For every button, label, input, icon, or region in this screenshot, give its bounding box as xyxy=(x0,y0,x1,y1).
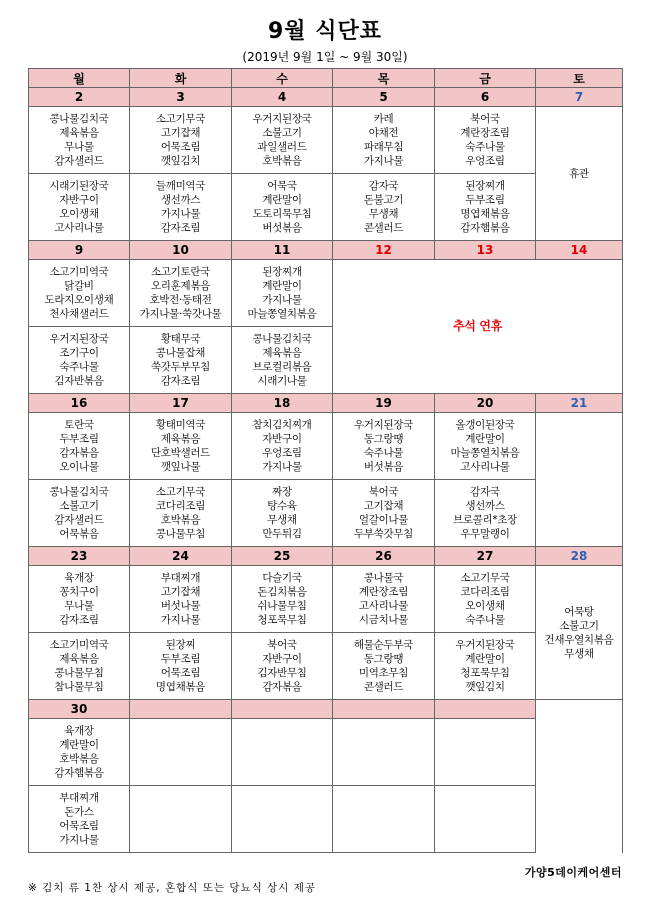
date-cell: 11 xyxy=(232,241,333,260)
date-cell: 25 xyxy=(232,547,333,566)
menu-item: 동그랑땡 xyxy=(363,433,404,445)
menu-item: 감자조림 xyxy=(59,614,99,626)
menu-item: 생선까스 xyxy=(160,194,201,206)
menu-item: 콘샐러드 xyxy=(363,681,404,693)
menu-cell xyxy=(435,566,536,633)
menu-item: 꽁치구이 xyxy=(59,586,99,598)
menu-item: 콩나물무침 xyxy=(54,667,104,679)
date-cell: 16 xyxy=(29,394,130,413)
menu-item: 만두튀김 xyxy=(262,528,302,540)
menu-item: 콩나물김치국 xyxy=(49,113,109,125)
menu-item: 오이생채 xyxy=(59,208,99,220)
menu-item: 미역초무침 xyxy=(358,667,409,679)
menu-item: 건새우열치볶음 xyxy=(544,633,614,646)
menu-item: 두부조림 xyxy=(160,653,201,665)
empty-cell xyxy=(435,719,536,786)
menu-item: 콩나물무침 xyxy=(155,528,206,540)
menu-item: 탕수육 xyxy=(267,500,297,512)
menu-item: 어묵국 xyxy=(267,180,297,192)
menu-item: 소고기토란국 xyxy=(150,266,211,278)
menu-item: 호박볶음 xyxy=(160,514,201,526)
menu-cell xyxy=(333,480,435,547)
menu-item: 짜장 xyxy=(272,486,292,498)
menu-cell xyxy=(130,480,232,547)
menu-item: 어묵조림 xyxy=(160,141,201,153)
dinner-row xyxy=(29,786,623,853)
menu-item: 자반구이 xyxy=(59,194,99,206)
menu-item: 도토리묵무침 xyxy=(252,208,312,220)
empty-cell xyxy=(232,786,333,853)
menu-item: 깻잎나물 xyxy=(160,461,201,473)
saturday-cell xyxy=(536,413,623,547)
menu-item: 단호박샐러드 xyxy=(150,447,211,459)
menu-cell xyxy=(435,633,536,700)
menu-item: 고사리나물 xyxy=(358,600,409,612)
menu-item: 감자샐러드 xyxy=(54,514,104,526)
menu-item: 시래기나물 xyxy=(257,375,307,387)
menu-cell xyxy=(232,107,333,174)
menu-item: 깻잎김치 xyxy=(160,155,201,167)
menu-item: 감자샐러드 xyxy=(54,155,104,167)
menu-item: 숙주나물 xyxy=(465,141,505,153)
menu-item: 계란말이 xyxy=(465,653,505,665)
menu-item: 계란장조림 xyxy=(460,127,510,139)
menu-item: 들깨미역국 xyxy=(155,180,206,192)
page-title: 9월 식단표 xyxy=(268,19,382,44)
menu-item: 가지나물 xyxy=(160,208,201,220)
menu-cell xyxy=(232,413,333,480)
date-cell: 18 xyxy=(232,394,333,413)
menu-item: 제육볶음 xyxy=(59,653,99,665)
date-range: (2019년 9월 1일 ~ 9월 30일) xyxy=(242,50,408,64)
date-cell xyxy=(333,700,435,719)
menu-item: 야채전 xyxy=(368,127,399,139)
menu-item: 호박볶음 xyxy=(262,155,302,167)
menu-item: 무생채 xyxy=(368,208,399,220)
menu-item: 돈불고기 xyxy=(363,194,404,206)
menu-item: 소고기무국 xyxy=(155,486,206,498)
menu-item: 고사리나물 xyxy=(54,222,104,234)
menu-cell xyxy=(29,633,130,700)
menu-item: 과일샐러드 xyxy=(257,141,307,153)
dinner-row xyxy=(29,174,623,241)
empty-cell xyxy=(130,786,232,853)
date-row xyxy=(29,547,623,566)
menu-item: 청포묵무침 xyxy=(257,614,307,626)
date-cell: 10 xyxy=(130,241,232,260)
menu-cell xyxy=(29,413,130,480)
menu-cell xyxy=(333,413,435,480)
menu-item: 조기구이 xyxy=(59,347,99,359)
menu-item: 계란말이 xyxy=(262,194,302,206)
menu-cell xyxy=(29,566,130,633)
menu-cell xyxy=(333,633,435,700)
menu-item: 무생채 xyxy=(564,647,594,660)
menu-item: 어묵탕 xyxy=(564,605,594,618)
menu-cell xyxy=(130,633,232,700)
menu-item: 소고기미역국 xyxy=(49,266,109,278)
menu-cell xyxy=(333,566,435,633)
menu-item: 쑥갓두부무침 xyxy=(150,361,211,373)
lunch-row xyxy=(29,260,623,327)
menu-item: 소고기무국 xyxy=(155,113,206,125)
saturday-cell xyxy=(536,566,623,700)
menu-item: 된장찌개 xyxy=(262,266,302,278)
menu-item: 감자국 xyxy=(368,180,399,192)
date-cell: 23 xyxy=(29,547,130,566)
menu-item: 브로콜리*초장 xyxy=(452,514,517,526)
menu-item: 숙주나물 xyxy=(363,447,404,459)
menu-item: 가지나물 xyxy=(262,461,302,473)
menu-cell xyxy=(130,413,232,480)
menu-item: 생선까스 xyxy=(465,500,505,512)
menu-item: 깻잎김치 xyxy=(465,681,505,693)
weekday-wed: 수 xyxy=(232,69,333,88)
menu-item: 콘샐러드 xyxy=(363,222,404,234)
menu-item: 우거지된장국 xyxy=(353,419,414,431)
menu-item: 숙주나물 xyxy=(59,361,99,373)
menu-item: 두부조림 xyxy=(59,433,99,445)
weekday-tue: 화 xyxy=(130,69,232,88)
date-cell-holiday: 14 xyxy=(536,241,623,260)
menu-item: 버섯나물 xyxy=(160,600,201,612)
menu-item: 된장찌 xyxy=(165,639,196,651)
date-row xyxy=(29,700,623,719)
menu-item: 도라지오이생채 xyxy=(44,294,114,306)
menu-item: 돈가스 xyxy=(64,806,94,818)
date-cell: 26 xyxy=(333,547,435,566)
empty-cell xyxy=(435,786,536,853)
menu-item: 김자반무침 xyxy=(257,667,307,679)
date-cell-holiday: 12 xyxy=(333,241,435,260)
menu-item: 어묵조림 xyxy=(160,667,201,679)
menu-item: 소불고기 xyxy=(59,500,99,512)
menu-item: 고사리나물 xyxy=(460,461,510,473)
menu-item: 감자볶음 xyxy=(59,447,99,459)
menu-item: 올갱이된장국 xyxy=(455,419,515,431)
menu-item: 명엽채볶음 xyxy=(460,208,510,220)
menu-item: 토란국 xyxy=(64,419,94,431)
menu-item: 소불고기 xyxy=(262,127,302,139)
menu-item: 어묵조림 xyxy=(59,820,99,832)
menu-item: 제육볶음 xyxy=(262,347,302,359)
menu-item: 가지나물 xyxy=(160,614,201,626)
menu-item: 쉬나물무침 xyxy=(257,600,307,612)
menu-item: 다슬기국 xyxy=(262,572,302,584)
menu-item: 우거지된장국 xyxy=(49,333,109,345)
date-cell: 2 xyxy=(29,88,130,107)
menu-item: 콩나물김치국 xyxy=(49,486,109,498)
menu-item: 숙주나물 xyxy=(465,614,505,626)
dinner-row xyxy=(29,633,623,700)
date-cell: 17 xyxy=(130,394,232,413)
date-cell-saturday: 7 xyxy=(536,88,623,107)
menu-item: 우엉조림 xyxy=(262,447,302,459)
menu-item: 김자반볶음 xyxy=(54,375,104,387)
menu-item: 오이나물 xyxy=(59,461,99,473)
date-cell-holiday: 13 xyxy=(435,241,536,260)
menu-item: 버섯볶음 xyxy=(363,461,404,473)
menu-item: 카레 xyxy=(373,113,394,125)
date-cell: 30 xyxy=(29,700,130,719)
menu-cell xyxy=(29,260,130,327)
menu-cell xyxy=(29,480,130,547)
menu-item: 부대찌개 xyxy=(160,572,201,584)
menu-item: 호박볶음 xyxy=(59,753,99,765)
menu-item: 명엽채볶음 xyxy=(155,681,206,693)
date-cell xyxy=(232,700,333,719)
menu-cell xyxy=(29,719,130,786)
menu-item: 해물순두부국 xyxy=(353,639,414,651)
menu-item: 오리훈제볶음 xyxy=(150,280,211,292)
menu-item: 고기잡채 xyxy=(160,586,201,598)
menu-item: 감자국 xyxy=(470,486,500,498)
menu-cell xyxy=(29,174,130,241)
menu-item: 마늘쫑열치볶음 xyxy=(247,308,317,320)
menu-item: 오이생채 xyxy=(465,600,505,612)
dinner-row xyxy=(29,480,623,547)
date-cell: 24 xyxy=(130,547,232,566)
date-row xyxy=(29,394,623,413)
menu-item: 마늘쫑열치볶음 xyxy=(450,447,520,459)
menu-item: 계란말이 xyxy=(465,433,505,445)
saturday-cell xyxy=(536,700,623,853)
menu-cell xyxy=(232,174,333,241)
menu-item: 천사채샐러드 xyxy=(49,308,109,320)
menu-cell xyxy=(29,786,130,853)
menu-cell xyxy=(333,174,435,241)
date-cell: 4 xyxy=(232,88,333,107)
date-cell xyxy=(130,700,232,719)
menu-item: 콩나물국 xyxy=(363,572,404,584)
menu-item: 소고기미역국 xyxy=(49,639,109,651)
menu-item: 참치김치찌개 xyxy=(252,419,312,431)
menu-cell xyxy=(130,327,232,394)
weekday-thu: 목 xyxy=(333,69,435,88)
menu-item: 파래무침 xyxy=(363,141,404,153)
menu-item: 시금치나물 xyxy=(358,614,409,626)
menu-item: 감자햄볶음 xyxy=(460,222,510,234)
menu-item: 우거지된장국 xyxy=(455,639,515,651)
menu-item: 황태미역국 xyxy=(155,419,206,431)
menu-item: 브로컬리볶음 xyxy=(252,361,312,373)
menu-item: 버섯볶음 xyxy=(262,222,302,234)
menu-cell xyxy=(333,107,435,174)
menu-item: 자반구이 xyxy=(262,653,302,665)
menu-item: 우엉조림 xyxy=(465,155,505,167)
menu-item: 돈김치볶음 xyxy=(257,586,307,598)
menu-item: 육개장 xyxy=(64,572,94,584)
menu-item: 두부쑥갓무침 xyxy=(353,528,414,540)
empty-cell xyxy=(130,719,232,786)
menu-item: 코다리조림 xyxy=(155,500,206,512)
menu-item: 어묵볶음 xyxy=(59,528,99,540)
menu-item: 제육볶음 xyxy=(59,127,99,139)
menu-item: 두부조림 xyxy=(465,194,505,206)
menu-item: 계란말이 xyxy=(59,739,99,751)
menu-cell xyxy=(435,480,536,547)
menu-item: 고기잡채 xyxy=(363,500,404,512)
date-cell: 6 xyxy=(435,88,536,107)
menu-cell xyxy=(130,260,232,327)
menu-item: 참나물무침 xyxy=(54,681,104,693)
weekday-mon: 월 xyxy=(29,69,130,88)
menu-item: 계란장조림 xyxy=(358,586,409,598)
menu-cell xyxy=(232,327,333,394)
menu-cell xyxy=(130,107,232,174)
weekday-fri: 금 xyxy=(435,69,536,88)
menu-cell xyxy=(29,107,130,174)
menu-item: 무생채 xyxy=(267,514,297,526)
menu-table xyxy=(28,68,623,853)
menu-item: 감자햄볶음 xyxy=(54,767,104,779)
empty-cell xyxy=(232,719,333,786)
menu-item: 북어국 xyxy=(470,113,500,125)
menu-item: 북어국 xyxy=(368,486,399,498)
menu-item: 우무말랭이 xyxy=(460,528,510,540)
date-cell: 9 xyxy=(29,241,130,260)
weekday-header-row xyxy=(29,69,623,88)
menu-cell xyxy=(130,174,232,241)
date-cell: 27 xyxy=(435,547,536,566)
lunch-row xyxy=(29,413,623,480)
menu-item: 계란말이 xyxy=(262,280,302,292)
menu-cell xyxy=(232,260,333,327)
date-cell: 5 xyxy=(333,88,435,107)
menu-item: 감자조림 xyxy=(160,222,201,234)
footnote: ※ 김치 류 1찬 상시 제공, 혼합식 또는 당뇨식 상시 제공 xyxy=(28,882,317,894)
menu-item: 동그랑땡 xyxy=(363,653,404,665)
menu-item: 콩나물잡채 xyxy=(155,347,206,359)
date-cell: 3 xyxy=(130,88,232,107)
empty-cell xyxy=(333,719,435,786)
holiday-label: 추석 연휴 xyxy=(452,319,503,333)
menu-item: 청포묵무침 xyxy=(460,667,510,679)
menu-cell xyxy=(29,327,130,394)
menu-item: 코다리조림 xyxy=(460,586,510,598)
menu-cell xyxy=(435,413,536,480)
menu-item: 황태무국 xyxy=(160,333,201,345)
menu-item: 육개장 xyxy=(64,725,94,737)
date-cell-saturday: 28 xyxy=(536,547,623,566)
date-cell: 19 xyxy=(333,394,435,413)
menu-item: 무나물 xyxy=(64,141,94,153)
lunch-row xyxy=(29,107,623,174)
menu-cell xyxy=(435,174,536,241)
menu-item: 자반구이 xyxy=(262,433,302,445)
menu-item: 콩나물김치국 xyxy=(252,333,312,345)
menu-item: 감자조림 xyxy=(160,375,201,387)
lunch-row xyxy=(29,719,623,786)
menu-item: 우거지된장국 xyxy=(252,113,312,125)
menu-item: 북어국 xyxy=(267,639,297,651)
menu-cell xyxy=(435,107,536,174)
menu-item: 휴관 xyxy=(569,167,589,180)
menu-cell xyxy=(232,566,333,633)
menu-item: 소고기무국 xyxy=(460,572,510,584)
menu-item: 가지나물 xyxy=(262,294,302,306)
menu-item: 가지나물·쑥갓나물 xyxy=(139,308,222,320)
menu-cell xyxy=(232,480,333,547)
menu-cell xyxy=(130,566,232,633)
menu-cell xyxy=(232,633,333,700)
empty-cell xyxy=(333,786,435,853)
date-row xyxy=(29,241,623,260)
menu-item: 감자볶음 xyxy=(262,681,302,693)
menu-item: 제육볶음 xyxy=(160,433,201,445)
date-cell-saturday: 21 xyxy=(536,394,623,413)
menu-item: 소불고기 xyxy=(559,619,599,632)
menu-item: 시래기된장국 xyxy=(49,180,109,192)
center-name: 가양5데이케어센터 xyxy=(524,866,622,879)
menu-item: 무나물 xyxy=(64,600,94,612)
saturday-cell xyxy=(536,107,623,241)
menu-item: 가지나물 xyxy=(363,155,404,167)
menu-item: 된장찌개 xyxy=(465,180,505,192)
holiday-cell xyxy=(333,260,623,394)
menu-item: 고기잡채 xyxy=(160,127,201,139)
date-cell: 20 xyxy=(435,394,536,413)
menu-item: 호박전·동태전 xyxy=(149,294,212,306)
menu-item: 얼갈이나물 xyxy=(358,514,409,526)
weekday-sat: 토 xyxy=(536,69,623,88)
date-row xyxy=(29,88,623,107)
menu-item: 가지나물 xyxy=(59,834,99,846)
menu-item: 닭갈비 xyxy=(64,280,94,292)
date-cell xyxy=(435,700,536,719)
lunch-row xyxy=(29,566,623,633)
menu-item: 부대찌개 xyxy=(59,792,99,804)
